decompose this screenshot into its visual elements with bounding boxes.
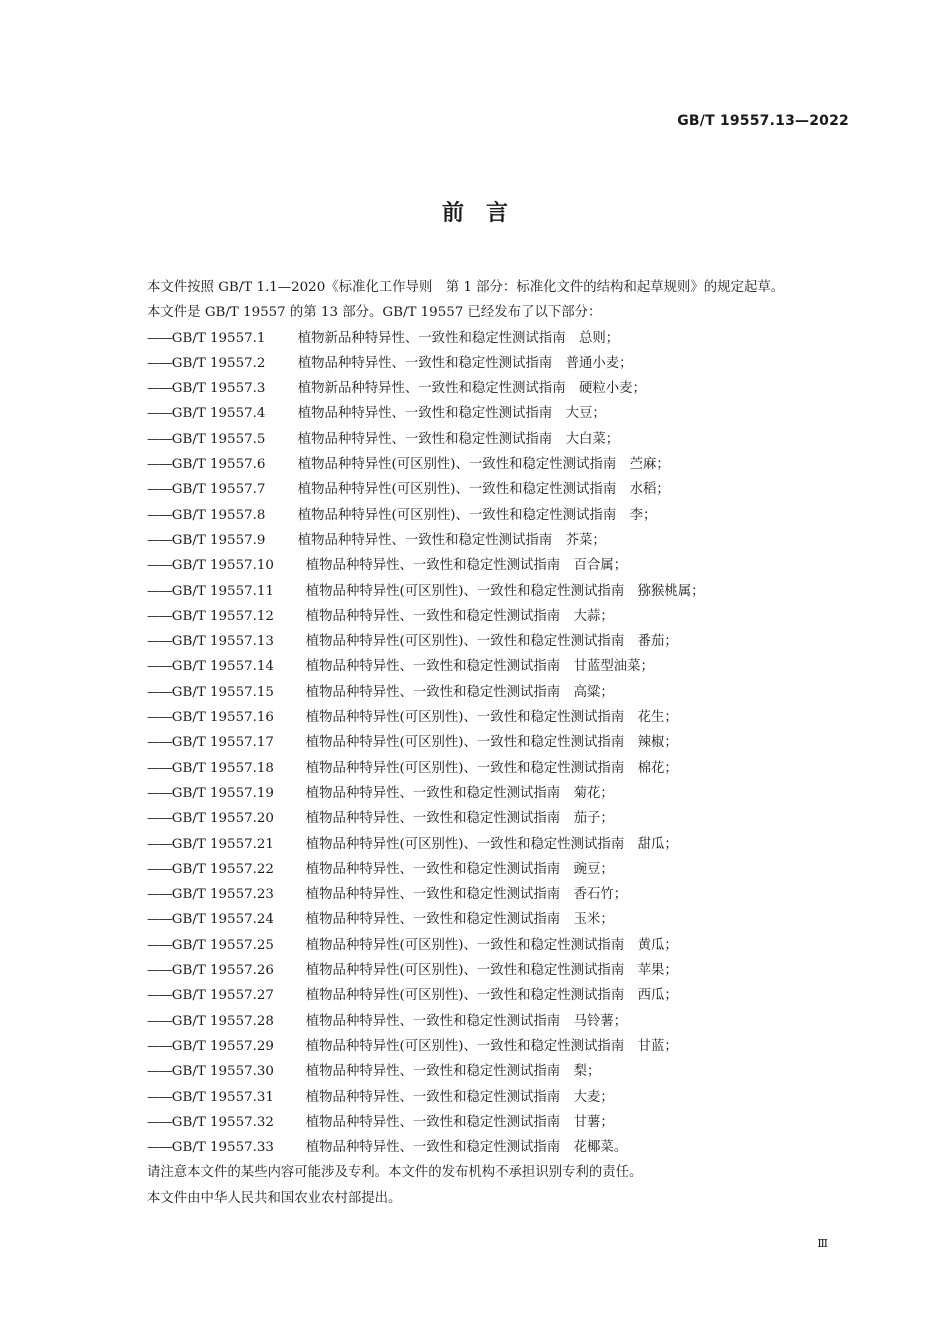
- part-code: GB/T 19557.21: [171, 836, 274, 852]
- list-item: [113, 326, 850, 351]
- list-dash: ——: [147, 1114, 172, 1130]
- part-title: 植物品种特异性(可区别性)、一致性和稳定性测试指南 甘蓝；: [305, 1038, 678, 1054]
- list-item: [113, 756, 850, 781]
- list-dash: ——: [147, 457, 172, 473]
- part-code: GB/T 19557.28: [171, 1013, 274, 1029]
- list-dash: ——: [147, 684, 172, 700]
- list-dash: ——: [147, 912, 172, 928]
- part-code: GB/T 19557.22: [171, 861, 274, 877]
- list-dash: ——: [147, 1089, 172, 1105]
- list-dash: ——: [147, 634, 172, 650]
- list-dash: ——: [147, 861, 172, 877]
- closing-paragraph-1: 请注意本文件的某些内容可能涉及专利。本文件的发布机构不承担识别专利的责任。: [147, 1165, 643, 1181]
- part-code: GB/T 19557.10: [171, 558, 274, 574]
- part-title: 植物品种特异性(可区别性)、一致性和稳定性测试指南 番茄；: [305, 634, 678, 650]
- list-dash: ——: [147, 1013, 172, 1029]
- part-code: GB/T 19557.23: [171, 887, 274, 903]
- list-dash: ——: [147, 1140, 172, 1156]
- part-code: GB/T 19557.29: [171, 1038, 274, 1054]
- list-item: [113, 1110, 850, 1135]
- list-dash: ——: [147, 532, 172, 548]
- part-title: 植物品种特异性(可区别性)、一致性和稳定性测试指南 辣椒；: [305, 735, 678, 751]
- list-item: [113, 1009, 850, 1034]
- part-code: GB/T 19557.15: [171, 684, 274, 700]
- part-title: 植物品种特异性、一致性和稳定性测试指南 茄子；: [305, 811, 614, 827]
- list-item: [113, 376, 850, 401]
- list-item: [113, 452, 850, 477]
- part-code: GB/T 19557.20: [171, 811, 274, 827]
- list-item: [113, 477, 850, 502]
- part-title: 植物品种特异性、一致性和稳定性测试指南 普通小麦；: [297, 355, 633, 371]
- list-dash: ——: [147, 507, 172, 523]
- part-title: 植物品种特异性(可区别性)、一致性和稳定性测试指南 苹果；: [305, 963, 678, 979]
- list-item: [113, 680, 850, 705]
- list-item: [113, 781, 850, 806]
- part-code: GB/T 19557.16: [171, 710, 274, 726]
- part-code: GB/T 19557.27: [171, 988, 274, 1004]
- part-code: GB/T 19557.24: [171, 912, 274, 928]
- part-title: 植物品种特异性(可区别性)、一致性和稳定性测试指南 棉花；: [305, 760, 678, 776]
- list-dash: ——: [147, 836, 172, 852]
- part-title: 植物品种特异性(可区别性)、一致性和稳定性测试指南 李；: [297, 507, 657, 523]
- part-code: GB/T 19557.5: [171, 431, 266, 447]
- list-item: [113, 629, 850, 654]
- part-code: GB/T 19557.7: [171, 482, 266, 498]
- part-code: GB/T 19557.1: [171, 330, 266, 346]
- intro-paragraph-2: 本文件是 GB/T 19557 的第 13 部分。GB/T 19557 已经发布了以下部分：: [147, 305, 602, 321]
- list-dash: ——: [147, 760, 172, 776]
- part-code: GB/T 19557.11: [171, 583, 274, 599]
- list-dash: ——: [147, 988, 172, 1004]
- list-item: [113, 907, 850, 932]
- part-title: 植物品种特异性(可区别性)、一致性和稳定性测试指南 花生；: [305, 710, 678, 726]
- part-title: 植物品种特异性(可区别性)、一致性和稳定性测试指南 猕猴桃属；: [305, 583, 705, 599]
- list-dash: ——: [147, 710, 172, 726]
- part-title: 植物品种特异性、一致性和稳定性测试指南 马铃薯；: [305, 1013, 628, 1029]
- list-dash: ——: [147, 1064, 172, 1080]
- list-item: [113, 882, 850, 907]
- part-title: 植物品种特异性(可区别性)、一致性和稳定性测试指南 甜瓜；: [305, 836, 678, 852]
- part-title: 植物品种特异性(可区别性)、一致性和稳定性测试指南 水稻；: [297, 482, 670, 498]
- part-code: GB/T 19557.12: [171, 608, 274, 624]
- list-dash: ——: [147, 659, 172, 675]
- part-code: GB/T 19557.13: [171, 634, 274, 650]
- closing-paragraph-2: 本文件由中华人民共和国农业农村部提出。: [147, 1190, 402, 1206]
- part-title: 植物品种特异性、一致性和稳定性测试指南 花椰菜。: [305, 1140, 628, 1156]
- list-dash: ——: [147, 937, 172, 953]
- list-item: [113, 958, 850, 983]
- part-code: GB/T 19557.31: [171, 1089, 274, 1105]
- list-item: [113, 401, 850, 426]
- part-code: GB/T 19557.3: [171, 381, 266, 397]
- part-code: GB/T 19557.30: [171, 1064, 274, 1080]
- list-item: [113, 730, 850, 755]
- parts-list: [113, 326, 850, 1161]
- part-code: GB/T 19557.17: [171, 735, 274, 751]
- part-title: 植物品种特异性、一致性和稳定性测试指南 大白菜；: [297, 431, 620, 447]
- part-code: GB/T 19557.33: [171, 1140, 274, 1156]
- list-dash: ——: [147, 583, 172, 599]
- list-dash: ——: [147, 406, 172, 422]
- part-title: 植物品种特异性、一致性和稳定性测试指南 芥菜；: [297, 532, 606, 548]
- list-dash: ——: [147, 482, 172, 498]
- list-dash: ——: [147, 558, 172, 574]
- part-title: 植物品种特异性(可区别性)、一致性和稳定性测试指南 黄瓜；: [305, 937, 678, 953]
- list-dash: ——: [147, 431, 172, 447]
- part-code: GB/T 19557.32: [171, 1114, 274, 1130]
- part-title: 植物品种特异性、一致性和稳定性测试指南 玉米；: [305, 912, 614, 928]
- list-item: [113, 857, 850, 882]
- list-item: [113, 806, 850, 831]
- page-number: Ⅲ: [817, 1237, 828, 1250]
- part-title: 植物品种特异性(可区别性)、一致性和稳定性测试指南 苎麻；: [297, 457, 670, 473]
- part-code: GB/T 19557.26: [171, 963, 274, 979]
- part-title: 植物品种特异性、一致性和稳定性测试指南 大麦；: [305, 1089, 614, 1105]
- list-item: [113, 604, 850, 629]
- part-title: 植物新品种特异性、一致性和稳定性测试指南 硬粒小麦；: [297, 381, 646, 397]
- list-dash: ——: [147, 381, 172, 397]
- list-item: [113, 1135, 850, 1160]
- part-code: GB/T 19557.19: [171, 785, 274, 801]
- part-title: 植物品种特异性、一致性和稳定性测试指南 大蒜；: [305, 608, 614, 624]
- part-title: 植物品种特异性、一致性和稳定性测试指南 大豆；: [297, 406, 606, 422]
- part-code: GB/T 19557.4: [171, 406, 266, 422]
- document-body: [113, 275, 850, 1211]
- list-dash: ——: [147, 355, 172, 371]
- list-item: [113, 427, 850, 452]
- part-title: 植物品种特异性、一致性和稳定性测试指南 菊花；: [305, 785, 614, 801]
- list-dash: ——: [147, 608, 172, 624]
- list-dash: ——: [147, 330, 172, 346]
- part-code: GB/T 19557.18: [171, 760, 274, 776]
- part-title: 植物品种特异性、一致性和稳定性测试指南 百合属；: [305, 558, 628, 574]
- list-dash: ——: [147, 811, 172, 827]
- part-title: 植物品种特异性(可区别性)、一致性和稳定性测试指南 西瓜；: [305, 988, 678, 1004]
- list-item: [113, 983, 850, 1008]
- part-code: GB/T 19557.6: [171, 457, 266, 473]
- list-item: [113, 933, 850, 958]
- part-title: 植物品种特异性、一致性和稳定性测试指南 豌豆；: [305, 861, 614, 877]
- part-title: 植物新品种特异性、一致性和稳定性测试指南 总则；: [297, 330, 620, 346]
- standard-code: GB/T 19557.13—2022: [677, 113, 849, 129]
- list-dash: ——: [147, 963, 172, 979]
- list-item: [113, 579, 850, 604]
- part-title: 植物品种特异性、一致性和稳定性测试指南 甘蓝型油菜；: [305, 659, 654, 675]
- list-item: [113, 1059, 850, 1084]
- list-item: [113, 832, 850, 857]
- part-title: 植物品种特异性、一致性和稳定性测试指南 高粱；: [305, 684, 614, 700]
- part-title: 植物品种特异性、一致性和稳定性测试指南 香石竹；: [305, 887, 628, 903]
- part-code: GB/T 19557.25: [171, 937, 274, 953]
- list-item: [113, 503, 850, 528]
- list-item: [113, 528, 850, 553]
- list-dash: ——: [147, 887, 172, 903]
- page-title: 前 言: [441, 201, 508, 226]
- list-item: [113, 553, 850, 578]
- list-dash: ——: [147, 735, 172, 751]
- list-dash: ——: [147, 785, 172, 801]
- part-code: GB/T 19557.8: [171, 507, 266, 523]
- part-code: GB/T 19557.9: [171, 532, 266, 548]
- part-title: 植物品种特异性、一致性和稳定性测试指南 甘薯；: [305, 1114, 614, 1130]
- intro-paragraph-1: 本文件按照 GB/T 1.1—2020《标准化工作导则 第 1 部分：标准化文件的结构和起草规则》的规定起草。: [147, 280, 785, 295]
- list-dash: ——: [147, 1038, 172, 1054]
- part-code: GB/T 19557.2: [171, 355, 266, 371]
- list-item: [113, 351, 850, 376]
- list-item: [113, 654, 850, 679]
- list-item: [113, 1034, 850, 1059]
- list-item: [113, 1085, 850, 1110]
- part-code: GB/T 19557.14: [171, 659, 274, 675]
- part-title: 植物品种特异性、一致性和稳定性测试指南 梨；: [305, 1064, 601, 1080]
- list-item: [113, 705, 850, 730]
